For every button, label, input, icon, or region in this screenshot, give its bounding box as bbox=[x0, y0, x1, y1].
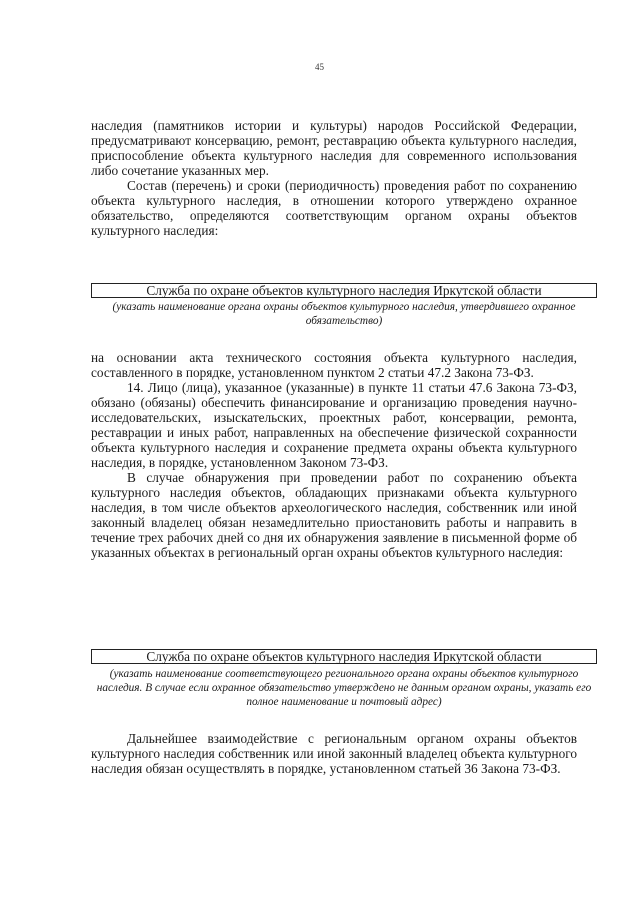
paragraph-block-1 bbox=[91, 118, 577, 238]
authority-name-caption-1: (указать наименование органа охраны объектов культурного наследия, утвердившего охранное обязательство) bbox=[112, 301, 576, 327]
paragraph-further-interaction: Дальнейшее взаимодействие с региональным органом охраны объектов культурного наследия собственник или иной законный владелец объекта культурного наследия обязан осуществлять в порядке, установленном статьей 36 Закона 73-ФЗ. bbox=[91, 731, 577, 776]
paragraph-block-2 bbox=[91, 350, 577, 560]
paragraph-block-3 bbox=[91, 731, 577, 776]
authority-name-caption-2: (указать наименование соответствующего регионального органа охраны объектов культурного наследия. В случае если охранное обязательство утверждено не данным органом охраны, указать его полное наименование и почтовый адрес) bbox=[96, 668, 592, 708]
paragraph-discovery: В случае обнаружения при проведении работ по сохранению объекта культурного наследия объектов, обладающих признаками объекта культурного наследия, в том числе объектов археологического наследия, собственник или иной законный владелец обязан незамедлительно приостановить работы и направить в течение трех рабочих дней со дня их обнаружения заявление в письменной форме об указанных объектах в региональный орган охраны объектов культурного наследия: bbox=[91, 470, 577, 560]
paragraph-composition-terms: Состав (перечень) и сроки (периодичность) проведения работ по сохранению объекта культурного наследия, в отношении которого утверждено охранное обязательство, определяются соответствующим органом охраны объектов культурного наследия: bbox=[91, 178, 577, 238]
page-number: 45 bbox=[315, 62, 324, 72]
authority-name-field-1: Служба по охране объектов культурного наследия Иркутской области bbox=[91, 283, 597, 298]
paragraph-item-14: 14. Лицо (лица), указанное (указанные) в пункте 11 статьи 47.6 Закона 73-ФЗ, обязано (обязаны) обеспечить финансирование и организацию проведения научно-исследовательских, изыскательских, проектных работ, консервации, ремонта, реставрации и иных работ, направленных на обеспечение физической сохранности объекта культурного наследия и сохранение предмета охраны объекта культурного наследия, в порядке, установленном Законом 73-ФЗ. bbox=[91, 380, 577, 470]
paragraph-heritage-works: наследия (памятников истории и культуры) народов Российской Федерации, предусматривают консервацию, ремонт, реставрацию объекта культурного наследия, приспособление объекта культурного наследия для современного использования либо сочетание указанных мер. bbox=[91, 118, 577, 178]
paragraph-technical-act: на основании акта технического состояния объекта культурного наследия, составленного в порядке, установленном пунктом 2 статьи 47.2 Закона 73-ФЗ. bbox=[91, 350, 577, 380]
authority-name-field-2: Служба по охране объектов культурного наследия Иркутской области bbox=[91, 649, 597, 664]
